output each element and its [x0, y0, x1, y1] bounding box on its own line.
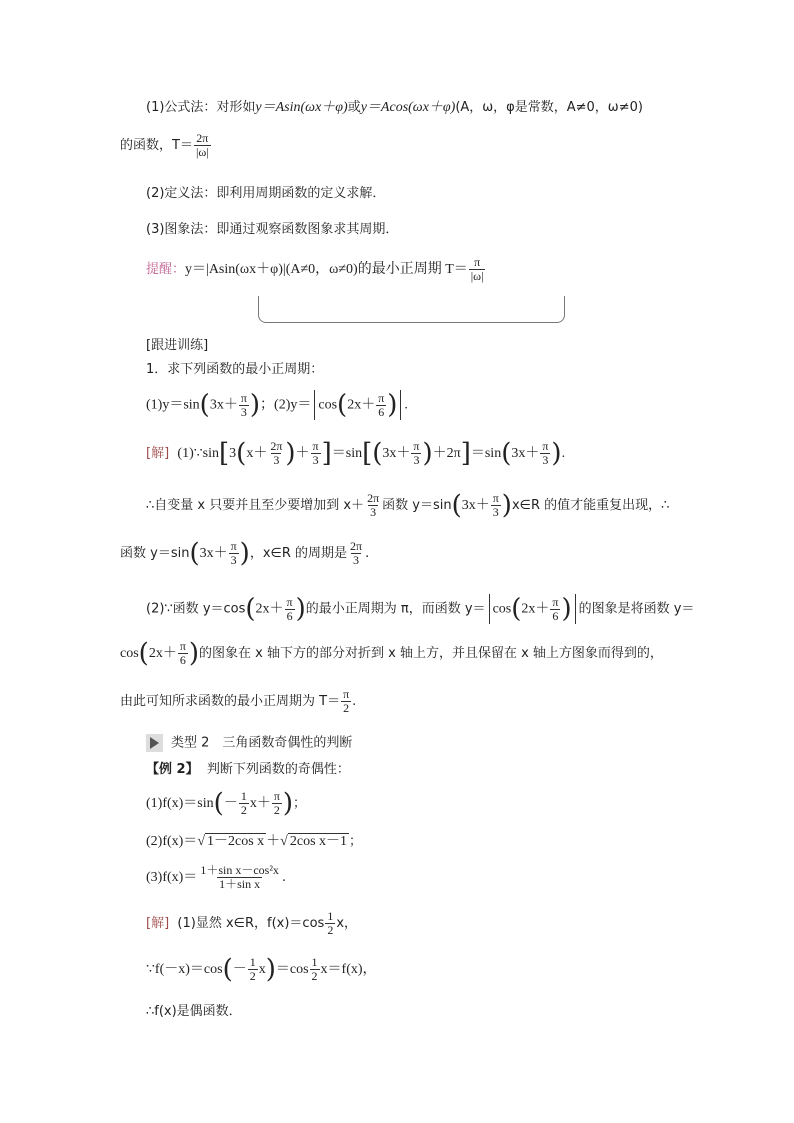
solution-tag: [解] — [146, 916, 170, 931]
tip-line — [146, 256, 486, 283]
practice-header: [跟进训练] — [146, 338, 209, 353]
abs-bar-left — [314, 390, 315, 420]
example2-f2: (2)f(x)＝√ 1－2cos x ＋√ 2cos x－1 ； — [146, 834, 363, 849]
formula-acos: y＝Acos(ωx＋φ) — [360, 100, 456, 115]
example2-label: 【例 2】 — [146, 762, 199, 777]
method2-text: (2)定义法：即利用周期函数的定义求解． — [146, 186, 386, 201]
solution2-line2: cos(2x＋ $\frac{\pi}{6}$ )的图象在 x 轴下方的部分对折到 x 轴上方，并且保留在 x 轴上方图象而得到的， — [120, 638, 663, 669]
type2-heading — [146, 734, 352, 752]
or-text: 或 — [347, 100, 361, 115]
play-icon — [146, 734, 163, 752]
example2-f1: (1)f(x)＝sin(－ $\frac{1}{2}$ x＋ $\frac{\pi}{2}$ )； — [146, 788, 307, 819]
method1-line — [146, 100, 643, 117]
tip-bracket-decoration — [258, 296, 565, 323]
solution1-line3: 函数 y＝sin(3x＋ $\frac{\pi}{3}$ )，x∈R 的周期是 $\frac{2\pi}{3}$ . — [120, 538, 370, 569]
question-1-parts: (1)y＝sin(3x＋ $\frac{\pi}{3}$ )；(2)y＝ cos(2x＋ $\frac{\pi}{6}$ ) . — [146, 390, 408, 420]
example2-line — [146, 762, 350, 778]
tip-formula: y＝|Asin(ωx＋φ)|(A≠0，ω≠0)的最小正周期 T＝ — [185, 262, 468, 277]
pi-over-3-fraction: $\frac{\pi}{3}$ — [240, 390, 247, 419]
period-fraction: $\frac{2\pi}{|\omega|}$ — [195, 131, 209, 159]
abs-bar-right — [400, 390, 401, 420]
method3-text: (3)图象法：即通过观察函数图象求其周期． — [146, 222, 399, 237]
tip-fraction: $\frac{\pi}{|\omega|}$ — [470, 255, 484, 283]
solution2-line3: 由此可知所求函数的最小正周期为 T＝ $\frac{\pi}{2}$ . — [120, 687, 357, 715]
question-1: 1．求下列函数的最小正周期： — [146, 362, 324, 377]
method1-conditions: (A，ω，φ是常数，A≠0，ω≠0) — [455, 100, 643, 115]
method1-label: (1)公式法：对形如 — [146, 100, 256, 115]
solution3-conclusion: ∴f(x)是偶函数． — [146, 1004, 242, 1019]
example2-f3: (3)f(x)＝ $\frac{\text{1＋sin x－cos²x}}{\text{1＋sin x}}$ . — [146, 863, 287, 891]
formula-asin: y＝Asin(ωx＋φ) — [255, 100, 348, 115]
tip-label: 提醒： — [146, 262, 186, 277]
method1-period-line — [120, 132, 212, 159]
solution-tag: [解] — [146, 446, 170, 461]
pi-over-6-fraction: $\frac{\pi}{6}$ — [378, 390, 385, 419]
solution2-line1: (2)∵函数 y＝cos(2x＋ $\frac{\pi}{6}$ )的最小正周期为 π，而函数 y＝ cos(2x＋ $\frac{\pi}{6}$ ) 的图象是将函数 y＝ — [146, 594, 695, 624]
solution3-line1: [解] (1)显然 x∈R，f(x)＝cos $\frac{1}{2}$ x， — [146, 909, 358, 937]
solution1-line2: ∴自变量 x 只要并且至少要增加到 x＋ $\frac{2\pi}{3}$ 函数 y＝sin(3x＋ $\frac{\pi}{3}$ )x∈R 的值才能重复出现，∴ — [146, 490, 670, 521]
solution3-line2: ∵f(－x)＝cos(－ $\frac{1}{2}$ x)＝cos $\frac{1}{2}$ x＝f(x)， — [146, 954, 377, 985]
solution1-line1: [解] (1)∵sin[3(x＋ $\frac{2\pi}{3}$ )＋ $\frac{\pi}{3}$ ]＝sin[(3x＋ $\frac{\pi}{3}$ )＋2π]＝sin(3x＋ $\frac{\pi}{3}$ ). — [146, 438, 566, 469]
example2-text: 判断下列函数的奇偶性： — [206, 762, 350, 777]
period-prefix: 的函数，T＝ — [120, 138, 193, 153]
type2-label: 类型 2 三角函数奇偶性的判断 — [171, 735, 353, 751]
